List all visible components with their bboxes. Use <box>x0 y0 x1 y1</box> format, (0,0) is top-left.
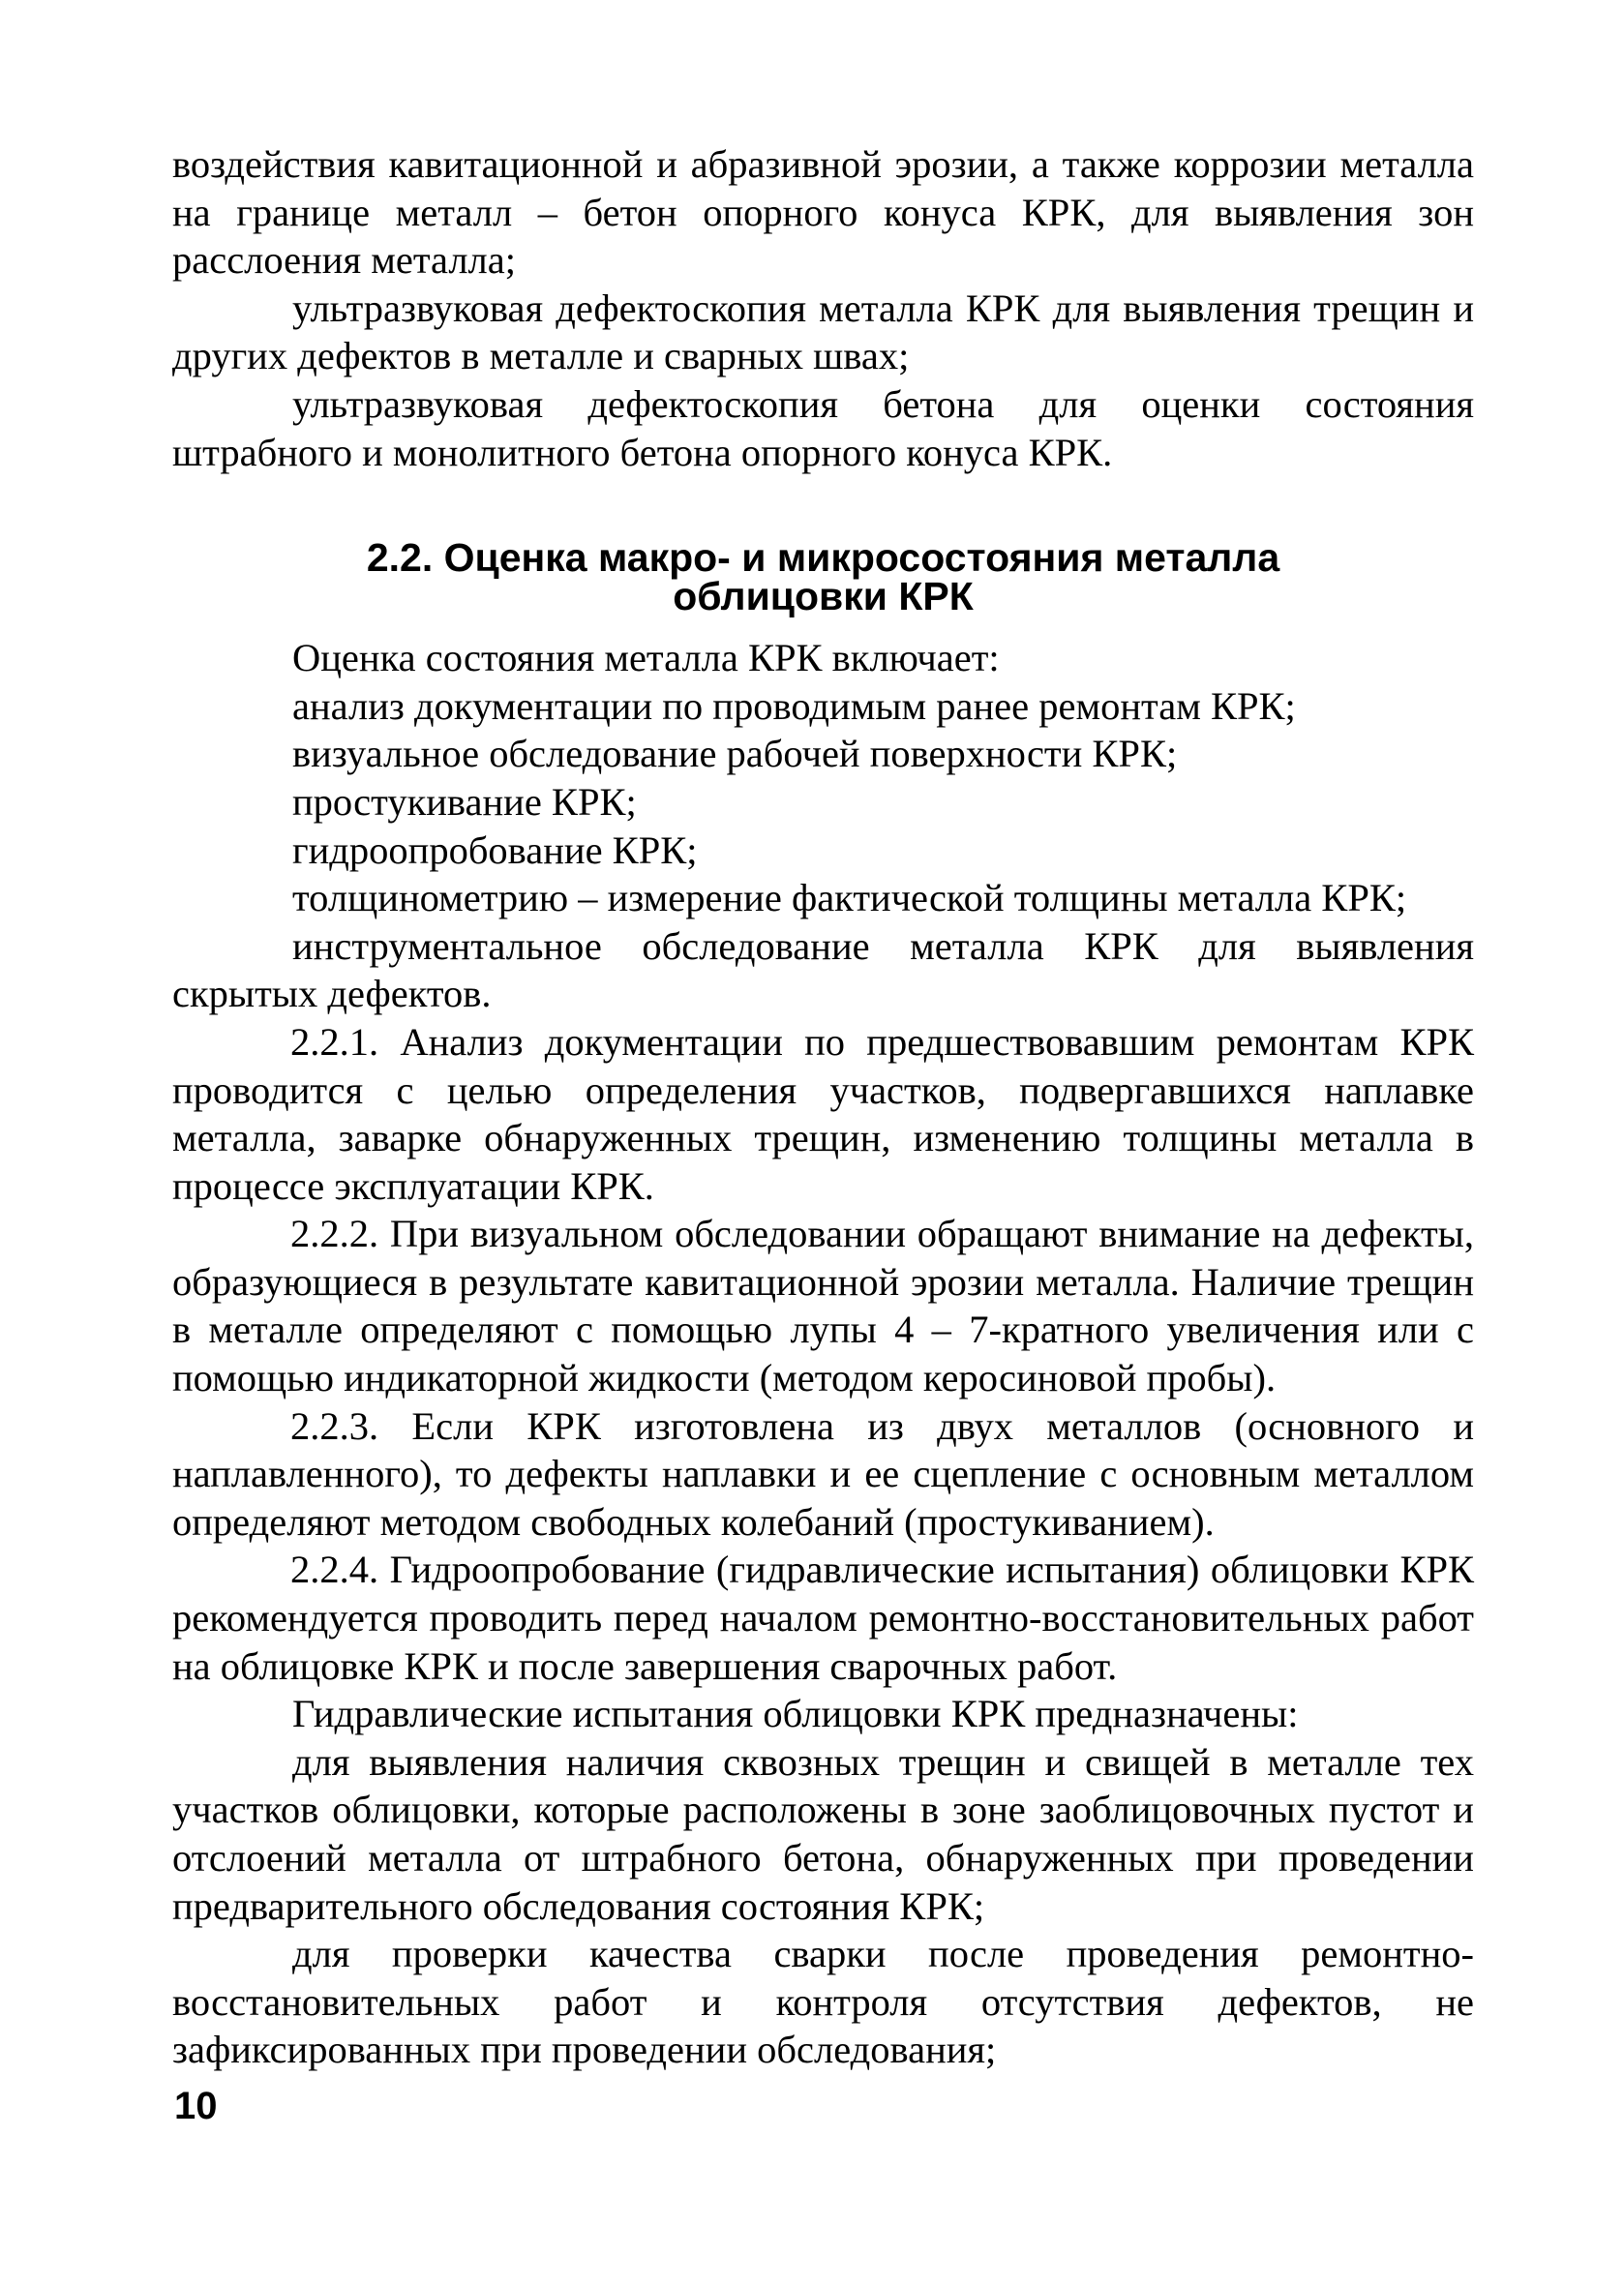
list-item: гидроопробование КРК; <box>292 828 698 872</box>
paragraph-ultrasonic-concrete: ультразвуковая дефектоскопия бетона для оценки состояния штрабного и монолитного бетона опорного конуса КРК. <box>172 381 1474 474</box>
list-item: толщинометрию – измерение фактической толщины металла КРК; <box>292 876 1407 920</box>
section-2-2-1: 2.2.1. Анализ документации по предшествовавшим ремонтам КРК проводится с целью определения участков, подвергавшихся наплавке металла, заварке обнаруженных трещин, изменению толщины металла в процессе эксплуатации КРК. <box>172 1019 1474 1208</box>
list-item: визуальное обследование рабочей поверхности КРК; <box>292 732 1178 776</box>
paragraph-ultrasonic-metal: ультразвуковая дефектоскопия металла КРК для выявления трещин и других дефектов в металле и сварных швах; <box>172 286 1474 378</box>
page-number: 10 <box>174 2085 218 2127</box>
section-heading-line-2: облицовки КРК <box>673 574 974 619</box>
purpose-intro: Гидравлические испытания облицовки КРК предназначены: <box>292 1692 1299 1736</box>
list-item: инструментальное обследование металла КРК для выявления скрытых дефектов. <box>172 923 1474 1016</box>
paragraph-continued: воздействия кавитационной и абразивной эрозии, а также коррозии металла на границе металл – бетон опорного конуса КРК, для выявления зон расслоения металла; <box>172 142 1474 283</box>
section-2-2-3: 2.2.3. Если КРК изготовлена из двух металлов (основного и наплавленного), то дефекты наплавки и ее сцепление с основным металлом определяют методом свободных колебаний (простукиванием). <box>172 1403 1474 1544</box>
section-heading <box>172 535 1474 619</box>
purpose-item: для проверки качества сварки после проведения ремонтно-восстановительных работ и контроля отсутствия дефектов, не зафиксированных при проведении обследования; <box>172 1932 1474 2072</box>
section-2-2-2: 2.2.2. При визуальном обследовании обращают внимание на дефекты, образующиеся в результате кавитационной эрозии металла. Наличие трещин в металле определяют с помощью лупы 4 – 7-кратного увеличения или с помощью индикаторной жидкости (методом керосиновой пробы). <box>172 1212 1474 1400</box>
section-heading-line-1: 2.2. Оценка макро- и микросостояния металла <box>366 535 1280 581</box>
purpose-item: для выявления наличия сквозных трещин и свищей в металле тех участков облицовки, которые расположены в зоне заоблицовочных пустот и отслоений металла от штрабного бетона, обнаруженных при проведении предварительного обследования состояния КРК; <box>172 1739 1474 1928</box>
document-page <box>172 140 1474 2074</box>
intro-paragraph: Оценка состояния металла КРК включает: <box>292 636 1000 680</box>
list-item: анализ документации по проводимым ранее ремонтам КРК; <box>292 683 1296 728</box>
list-item: простукивание КРК; <box>292 779 637 824</box>
section-2-2-4: 2.2.4. Гидроопробование (гидравлические испытания) облицовки КРК рекомендуется проводить перед началом ремонтно-восстановительных работ на облицовке КРК и после завершения сварочных работ. <box>172 1548 1474 1688</box>
